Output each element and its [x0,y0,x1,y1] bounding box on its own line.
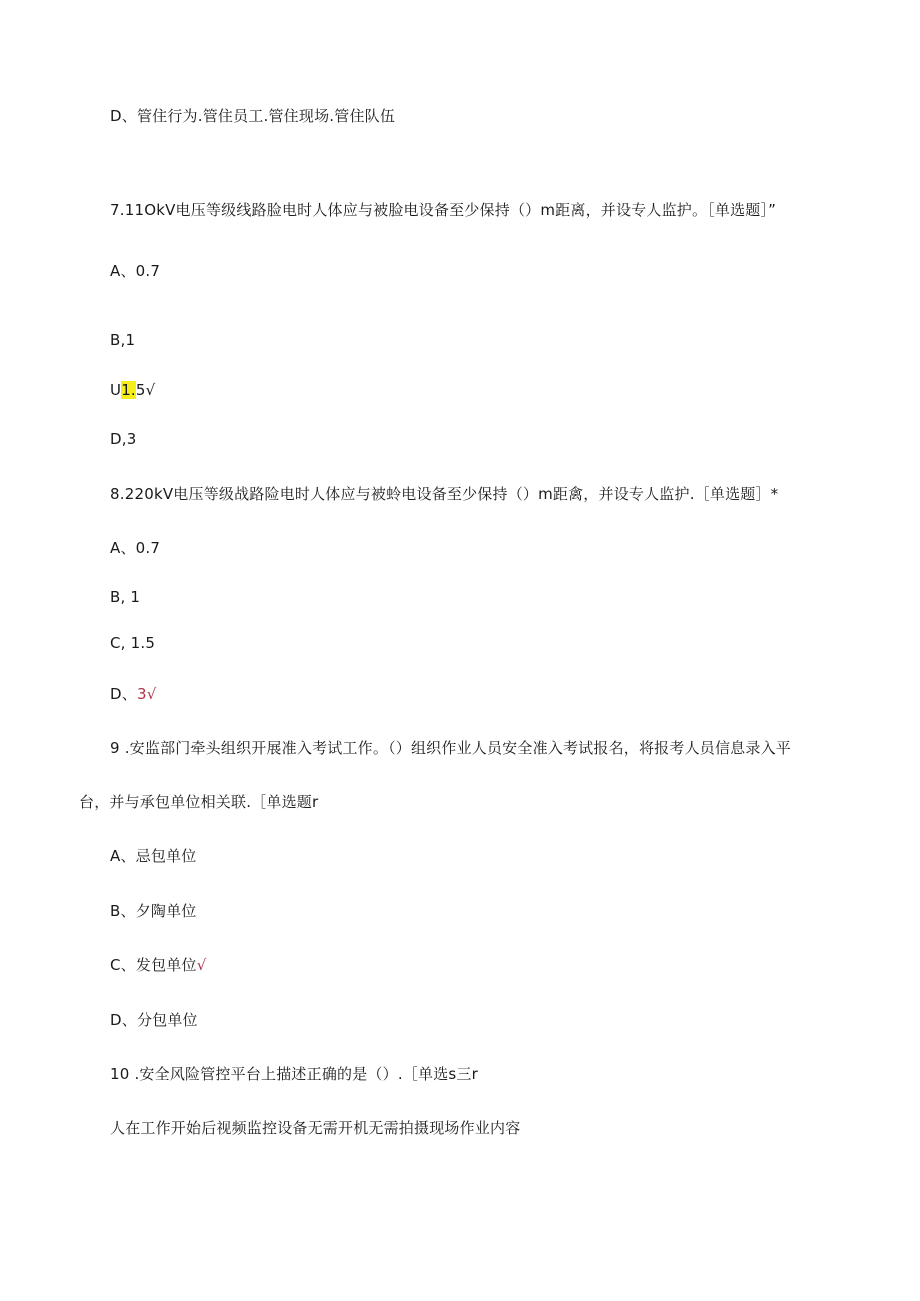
question-7-option-d: D,3 [110,430,137,448]
option-c-label: C、发包单位 [110,956,197,974]
question-8-option-b: B, 1 [110,588,141,606]
question-9-text-line2: 台，并与承包单位相关联.［单选题r [79,793,319,811]
question-7-option-b: B,1 [110,331,136,349]
question-6-option-d: D、管住行为.管住员工.管住现场.管住队伍 [110,107,396,125]
highlighted-text: 1. [121,381,136,399]
question-8-option-a: A、0.7 [110,539,161,557]
question-7-option-a: A、0.7 [110,262,161,280]
question-10-text: 10 .安全风险管控平台上描述正确的是（）.［单选s三r [110,1065,478,1083]
question-10-option-a: 人在工作开始后视频监控设备无需开机无需拍摄现场作业内容 [110,1119,521,1137]
question-9-option-a: A、忌包单位 [110,847,197,865]
question-8-option-c: C, 1.5 [110,634,156,652]
option-c-suffix-with-check: 5√ [135,381,156,399]
answer-check-mark: √ [196,956,207,974]
question-9-option-d: D、分包单位 [110,1011,198,1029]
option-d-prefix: D、 [110,685,137,703]
question-9-text-line1: 9 .安监部门牵头组织开展准入考试工作。（）组织作业人员安全准入考试报名，将报考人员信息录入平 [110,739,791,757]
question-7-text: 7.11OkV电压等级线路脸电时人体应与被脸电设备至少保持（）m距离，并设专人监护。［单选题］” [110,201,777,219]
answer-check-mark: 3√ [136,685,157,703]
question-9-option-c [110,955,206,975]
question-9-option-b: B、夕陶单位 [110,902,197,920]
question-8-text: 8.220kV电压等级战路险电时人体应与被蛉电设备至少保持（）m距禽，并设专人监护.［单选题］* [110,485,779,503]
question-8-option-d [110,684,156,704]
option-c-prefix: U [110,381,122,399]
question-7-option-c [110,380,155,400]
